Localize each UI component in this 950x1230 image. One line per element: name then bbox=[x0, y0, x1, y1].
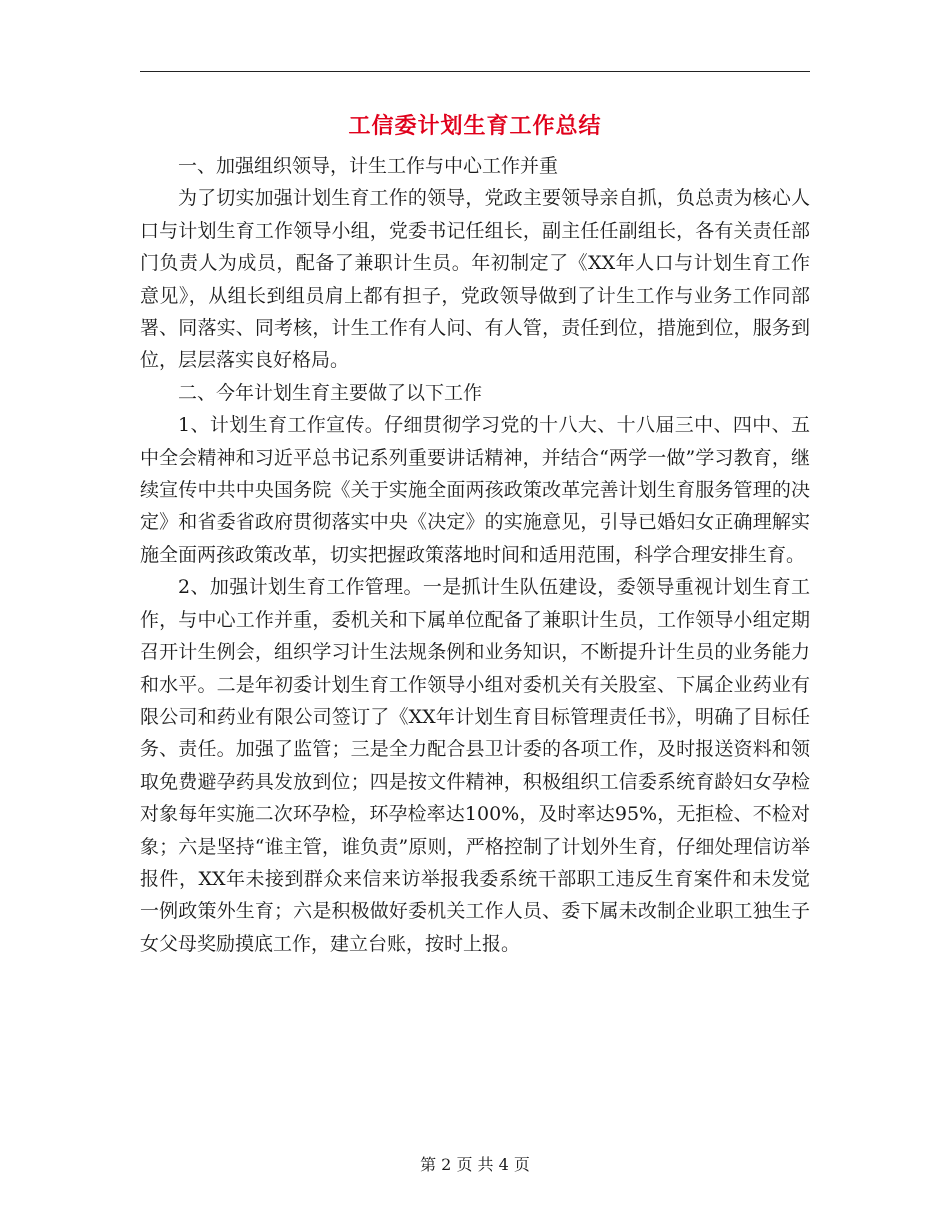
header-rule bbox=[140, 71, 810, 72]
page-footer: 第 2 页 共 4 页 bbox=[420, 1155, 530, 1174]
section-heading-1: 一、加强组织领导，计生工作与中心工作并重 bbox=[178, 155, 559, 177]
body-paragraph: 2、加强计划生育工作管理。一是抓计生队伍建设，委领导重视计划生育工作，与中心工作并重，委机关和下属单位配备了兼职计生员，工作领导小组定期召开计生例会，组织学习计生法规条例和业务知识，不断提升计生员的业务能力和水平。二是年初委计划生育工作领导小组对委机关有关股室、下属企业药业有限公司和药业有限公司签订了《XX年计划生育目标管理责任书》，明确了目标任务、责任。加强了监管；三是全力配合县卫计委的各项工作，及时报送资料和领取免费避孕药具发放到位；四是按文件精神，积极组织工信委系统育龄妇女孕检对象每年实施二次环孕检，环孕检率达100%，及时率达95%，无拒检、不检对象；六是坚持“谁主管，谁负责”原则，严格控制了计划外生育，仔细处理信访举报件，XX年未接到群众来信来访举报我委系统干部职工违反生育案件和未发觉一例政策外生育；六是积极做好委机关工作人员、委下属未改制企业职工独生子女父母奖励摸底工作，建立台账，按时上报。 bbox=[140, 576, 810, 955]
document-body bbox=[140, 150, 810, 960]
section-heading-2: 二、今年计划生育主要做了以下工作 bbox=[178, 381, 483, 404]
body-paragraph: 1、计划生育工作宣传。仔细贯彻学习党的十八大、十八届三中、四中、五中全会精神和习近平总书记系列重要讲话精神，并结合“两学一做”学习教育，继续宣传中共中央国务院《关于实施全面两孩政策改革完善计划生育服务管理的决定》和省委省政府贯彻落实中央《决定》的实施意见，引导已婚妇女正确理解实施全面两孩政策改革，切实把握政策落地时间和适用范围，科学合理安排生育。 bbox=[140, 414, 810, 566]
document-title: 工信委计划生育工作总结 bbox=[348, 113, 602, 139]
body-paragraph: 为了切实加强计划生育工作的领导，党政主要领导亲自抓，负总责为核心人口与计划生育工作领导小组，党委书记任组长，副主任任副组长，各有关责任部门负责人为成员，配备了兼职计生员。年初制定了《XX年人口与计划生育工作意见》，从组长到组员肩上都有担子，党政领导做到了计生工作与业务工作同部署、同落实、同考核，计生工作有人问、有人管，责任到位，措施到位，服务到位，层层落实良好格局。 bbox=[140, 187, 810, 372]
